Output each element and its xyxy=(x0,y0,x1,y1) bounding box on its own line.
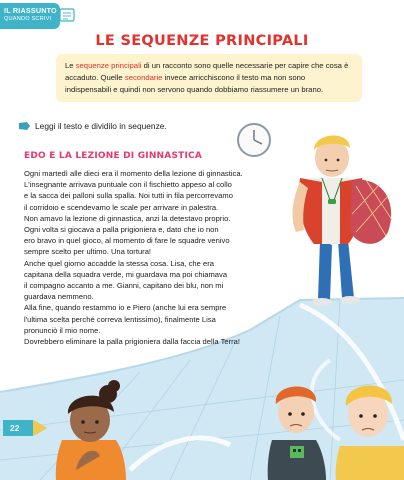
definition-term-principali: sequenze principali xyxy=(75,61,142,70)
story-line: Ogni martedì alle dieci era il momento della lezione di ginnastica. xyxy=(24,169,243,178)
definition-box xyxy=(56,54,362,102)
story-line: l'ultima scelta perché correva lentissimo), finalmente Lisa xyxy=(24,314,216,324)
story-line: il corridoio e scendevamo le scale per arrivare in palestra. xyxy=(24,202,219,212)
definition-text: Le xyxy=(65,61,76,70)
story-line: guardava nemmeno. xyxy=(24,292,94,302)
section-tab-title: IL RIASSUNTO xyxy=(4,6,57,15)
story-line: ero bravo in quel gioco, al momento di fare le squadre venivo xyxy=(24,236,230,246)
notebook-icon xyxy=(59,8,77,22)
section-tab-subtitle: QUANDO SCRIVI xyxy=(4,16,52,22)
story-line: Dovrebbero eliminare la palla prigioniera dalla faccia della Terra! xyxy=(24,337,240,347)
story-line: Ogni volta si giocava a palla prigioniera e, dato che io non xyxy=(24,225,219,235)
definition-text: invece arricchiscono il testo ma non sono indispensabili e quindi non servono quando dobbiamo riassumere un brano. xyxy=(65,73,324,94)
story-title: EDO E LA LEZIONE DI GINNASTICA xyxy=(24,151,202,161)
page-number: 22 xyxy=(10,423,20,433)
instruction xyxy=(19,121,167,131)
teacher-illustration xyxy=(293,135,392,306)
story-line: il compagno accanto a me. Gianni, capitano dei blu, non mi xyxy=(24,281,224,291)
definition-text: di un racconto sono quelle necessarie per capire che cosa è accaduto. Quelle xyxy=(65,61,349,82)
story-line: L'insegnante arrivava puntuale con il fischietto appeso al collo xyxy=(24,180,232,190)
section-tab xyxy=(0,3,60,29)
wall-clock-icon xyxy=(238,124,270,156)
story-line: capitana della squadra verde, mi guardava ma poi chiamava xyxy=(24,269,228,279)
story-line: e la sacca dei palloni sulla spalla. Noi tutti in fila percorrevamo xyxy=(24,191,233,201)
story-line: Non amavo la lezione di ginnastica, anzi la detestavo proprio. xyxy=(24,213,231,223)
page-title: LE SEQUENZE PRINCIPALI xyxy=(95,33,309,49)
story-text xyxy=(24,168,299,347)
story-line: sempre scelto per ultimo. Una tortura! xyxy=(24,247,152,257)
definition-term-secondarie: secondarie xyxy=(124,73,163,82)
instruction-text: Leggi il testo e dividilo in sequenze. xyxy=(35,121,167,131)
story-line: Anche quel giorno accadde la stessa cosa. Lisa, che era xyxy=(24,258,214,268)
marker-bullet-icon xyxy=(19,122,30,130)
story-line: pronunciò il mio nome. xyxy=(24,325,101,335)
story-line: Alla fine, quando restammo io e Piero (anche lui era sempre xyxy=(24,303,227,313)
